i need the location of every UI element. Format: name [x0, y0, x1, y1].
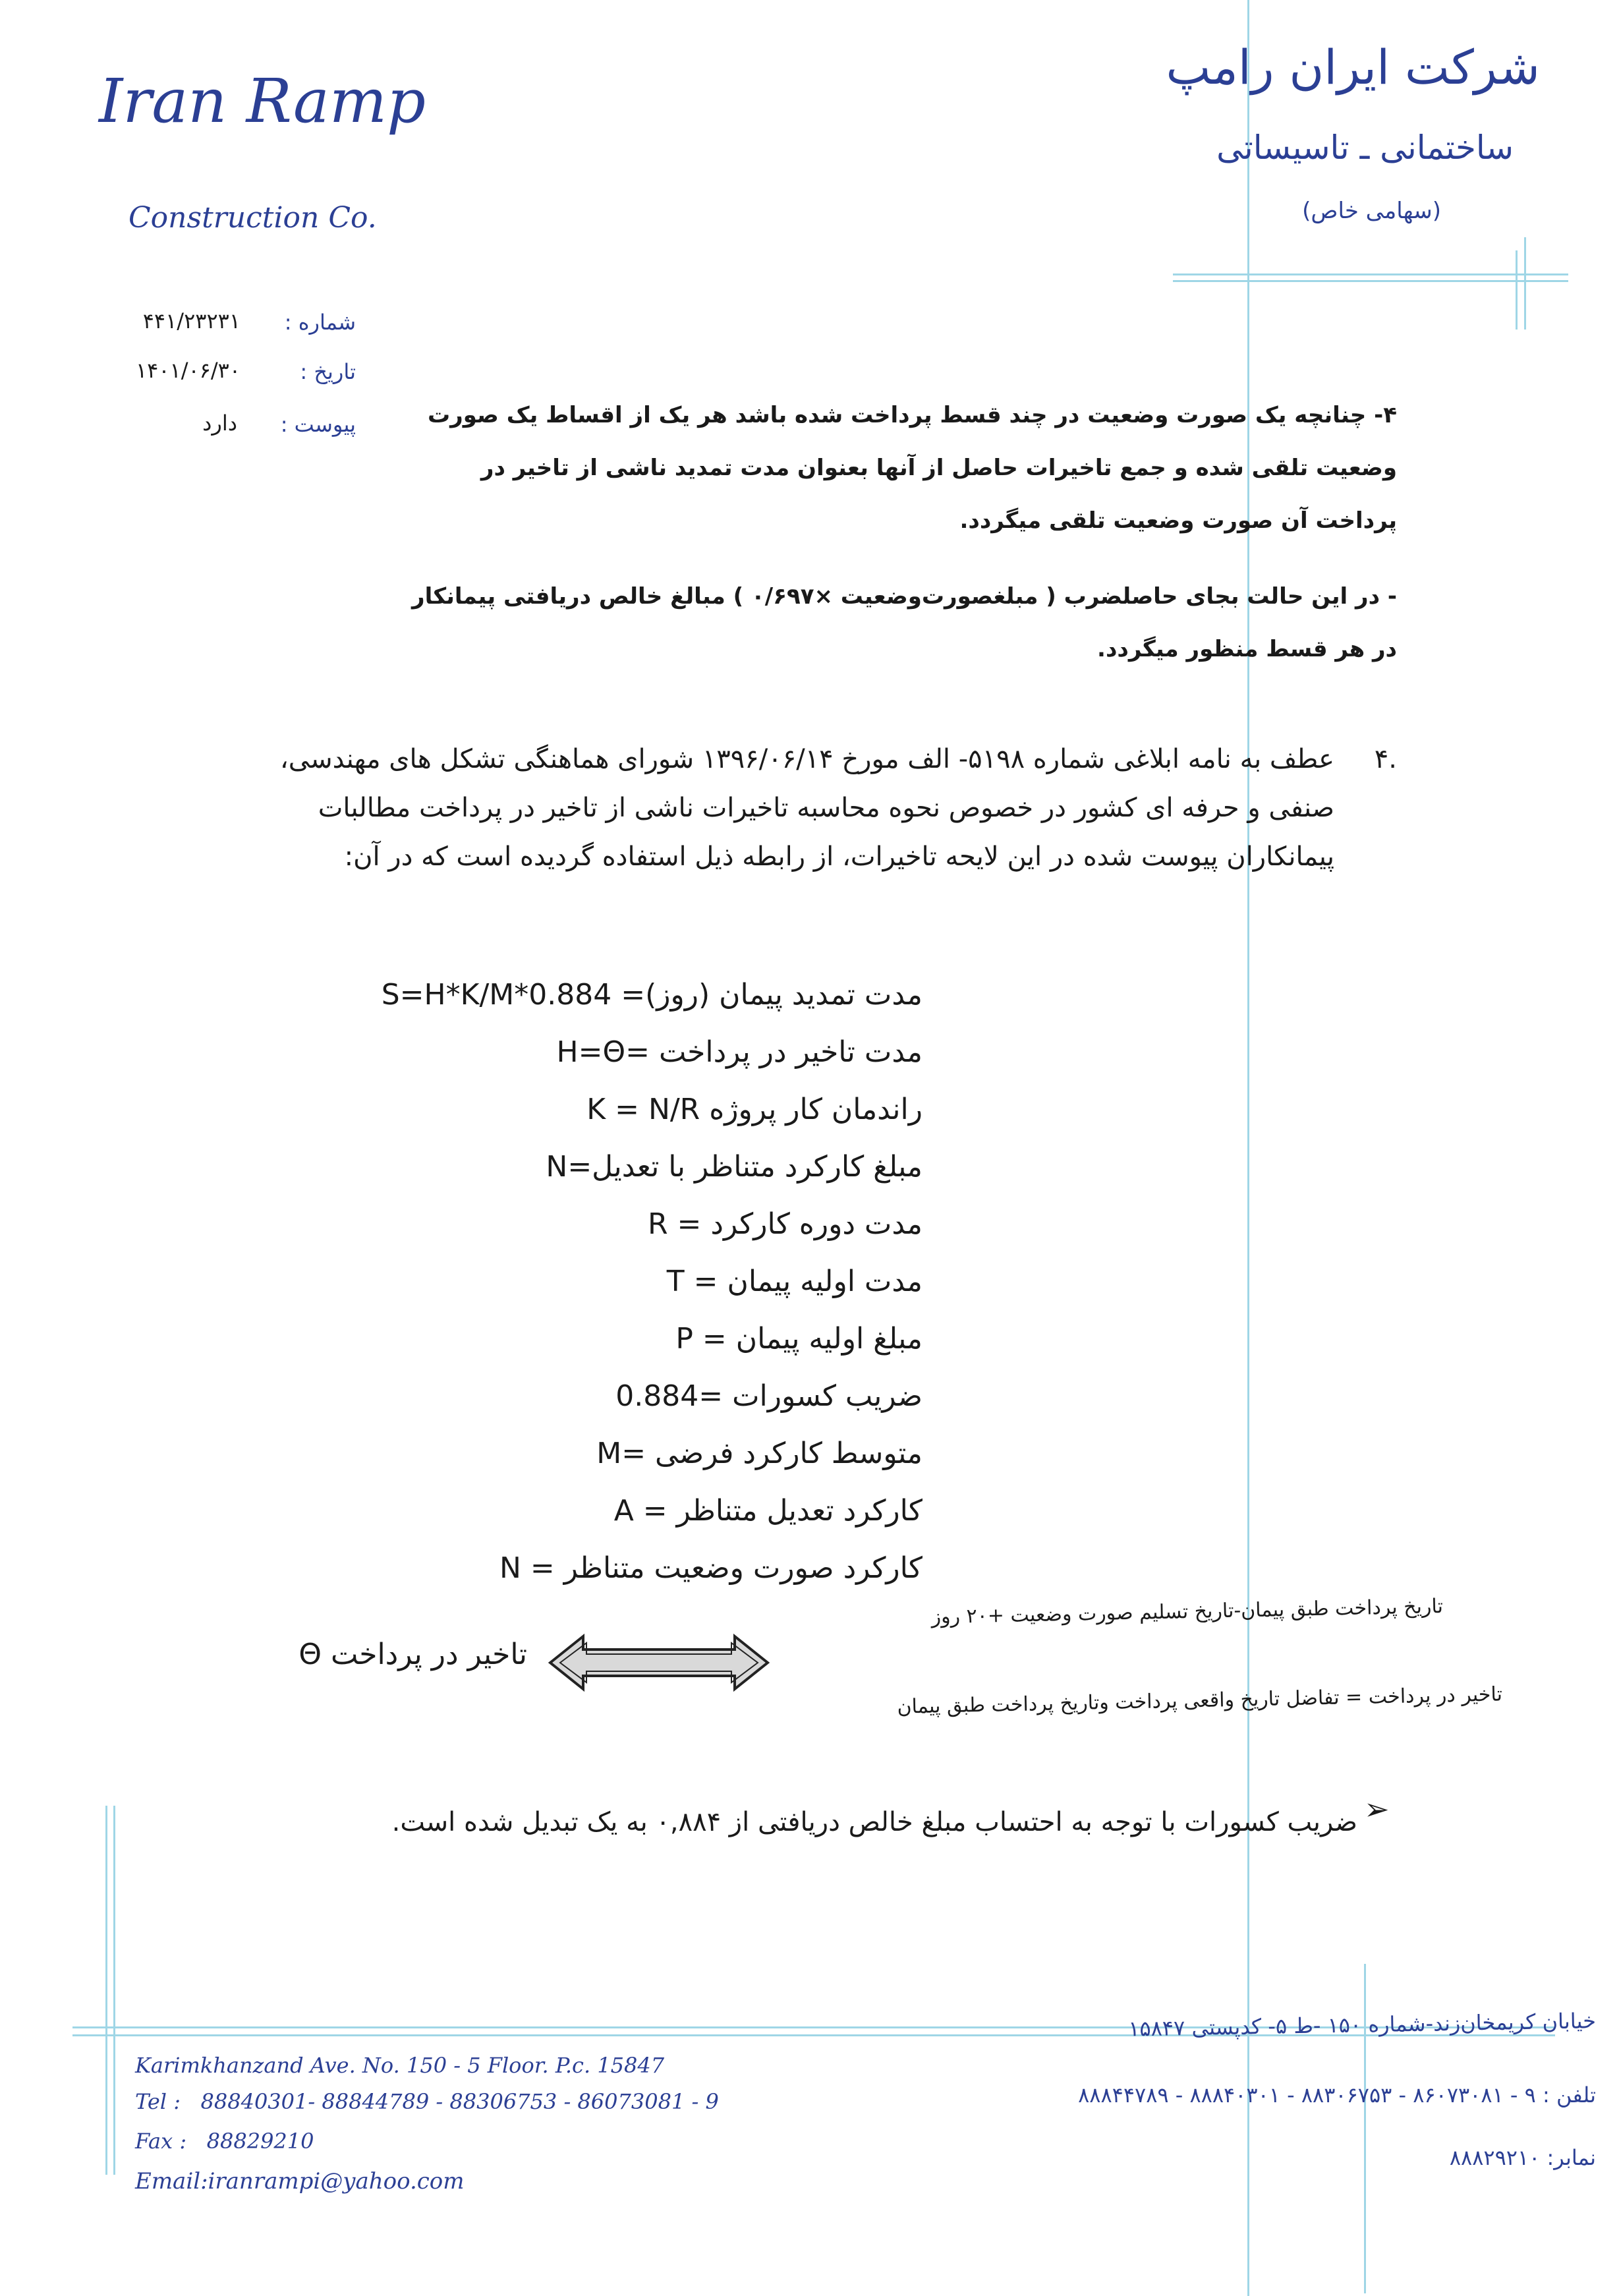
formula-item: متوسط کارکرد فرضی =M [596, 1437, 923, 1470]
logo-en-title: Iran Ramp [99, 66, 426, 136]
delay-note-2: تاخیر در پرداخت = تفاضل تاریخ واقعی پرداخت وتاریخ پرداخت طبق پیمان [897, 1682, 1503, 1719]
delay-label: تاخیر در پرداخت Θ [298, 1638, 527, 1671]
double-arrow-icon [547, 1633, 771, 1692]
bullet-arrow-icon: ➢ [1364, 1791, 1390, 1827]
section-4-number: .۴ [1374, 744, 1397, 774]
attach-value: دارد [202, 411, 237, 436]
footer-fax-fa: نمابر: ۸۸۸۲۹۲۱۰ [1449, 2145, 1596, 2170]
footer-address-fa: خیابان کریمخان‌زند-شماره ۱۵۰ -ط ۵- کدپستی ۱۵۸۴۷ [1127, 2008, 1597, 2042]
guide-line-vertical-left-2 [113, 1806, 115, 2175]
company-fa-title: شرکت ایران رامپ [1166, 40, 1540, 95]
attach-label: پیوست : [280, 412, 356, 437]
date-label: تاریخ : [300, 359, 356, 384]
footer-address-en: Karimkhanzand Ave. No. 150 - 5 Floor. P.c. 15847 [135, 2053, 665, 2078]
formula-item: کارکرد تعدیل متناظر = A [613, 1494, 923, 1528]
guide-line-horizontal-header [1173, 273, 1568, 275]
number-value: ۴۴۱/۲۳۲۳۱ [142, 308, 241, 333]
footer-tel-fa: تلفن : ۹ - ۸۶۰۷۳۰۸۱ - ۸۸۳۰۶۷۵۳ - ۸۸۸۴۰۳۰۱ - ۸۸۸۴۴۷۸۹ [1078, 2082, 1596, 2108]
formula-item: مبلغ کارکرد متناظر با تعدیل=N [546, 1150, 923, 1184]
guide-line-vertical-right [1247, 0, 1249, 2296]
number-label: شماره : [284, 310, 356, 335]
formula-item: مدت دوره کارکرد = R [647, 1207, 923, 1241]
delay-note-1: تاریخ پرداخت طبق پیمان-تاریخ تسلیم صورت وضعیت +۲۰ روز [931, 1595, 1444, 1629]
intro-paragraph-2: - در این حالت بجای حاصلضرب ( مبلغصورت‌وضعیت ×۰/۶۹۷ ) مبالغ خالص دریافتی پیمانکار در هر قسط منظور میگردد. [412, 583, 1397, 662]
guide-line-vertical-right-3 [1516, 250, 1518, 330]
formula-item: کارکرد صورت وضعیت متناظر = N [499, 1551, 923, 1585]
formula-item: ضریب کسورات =0.884 [615, 1379, 923, 1413]
formula-item: راندمان کار پروژه K = N/R [586, 1093, 923, 1126]
company-fa-type: (سهامی خاص) [1302, 198, 1441, 224]
bullet-text: ضریب کسورات با توجه به احتساب مبلغ خالص دریافتی از ۰,۸۸۴ به یک تبدیل شده است. [391, 1807, 1357, 1837]
formula-item: مدت تاخیر در پرداخت =H=Θ [556, 1035, 923, 1069]
footer-email-en: Email:iranrampi@yahoo.com [135, 2168, 465, 2195]
intro-paragraph-1: ۴- چنانچه یک صورت وضعیت در چند قسط پرداخت شده باشد هر یک از اقساط یک صورت وضعیت تلقی شده و جمع تاخیرات حاصل از آنها بعنوان مدت تمدید ناشی از تاخیر در پرداخت آن صورت وضعیت تلقی میگردد. [427, 402, 1397, 534]
formula-item: مبلغ اولیه پیمان = P [675, 1322, 923, 1356]
guide-line-horizontal-header-2 [1173, 280, 1568, 282]
logo-en-subtitle: Construction Co. [128, 201, 377, 235]
guide-line-vertical-right-2 [1524, 237, 1526, 330]
footer-tel-en: Tel : 88840301- 88844789 - 88306753 - 86073081 - 9 [135, 2089, 719, 2114]
company-fa-subtitle: ساختمانی ـ تاسیساتی [1216, 129, 1514, 167]
footer-fax-en: Fax : 88829210 [135, 2129, 314, 2154]
formula-item: مدت تمدید پیمان (روز)= S=H*K/M*0.884 [381, 978, 923, 1012]
formula-item: مدت اولیه پیمان = T [666, 1265, 923, 1298]
section-4-text: عطف به نامه ابلاغی شماره ۵۱۹۸- الف مورخ ۱۳۹۶/۰۶/۱۴ شورای هماهنگی تشکل های مهندسی، صنفی و حرفه ای کشور در خصوص نحوه محاسبه تاخیرات ناشی از تاخیر در پرداخت مطالبات پیمانکاران پیوست شده در این لایحه تاخیرات، از رابطه ذیل استفاده گردیده است که در آن: [279, 744, 1334, 872]
date-value: ۱۴۰۱/۰۶/۳۰ [135, 358, 241, 383]
guide-line-vertical-left [105, 1806, 107, 2175]
